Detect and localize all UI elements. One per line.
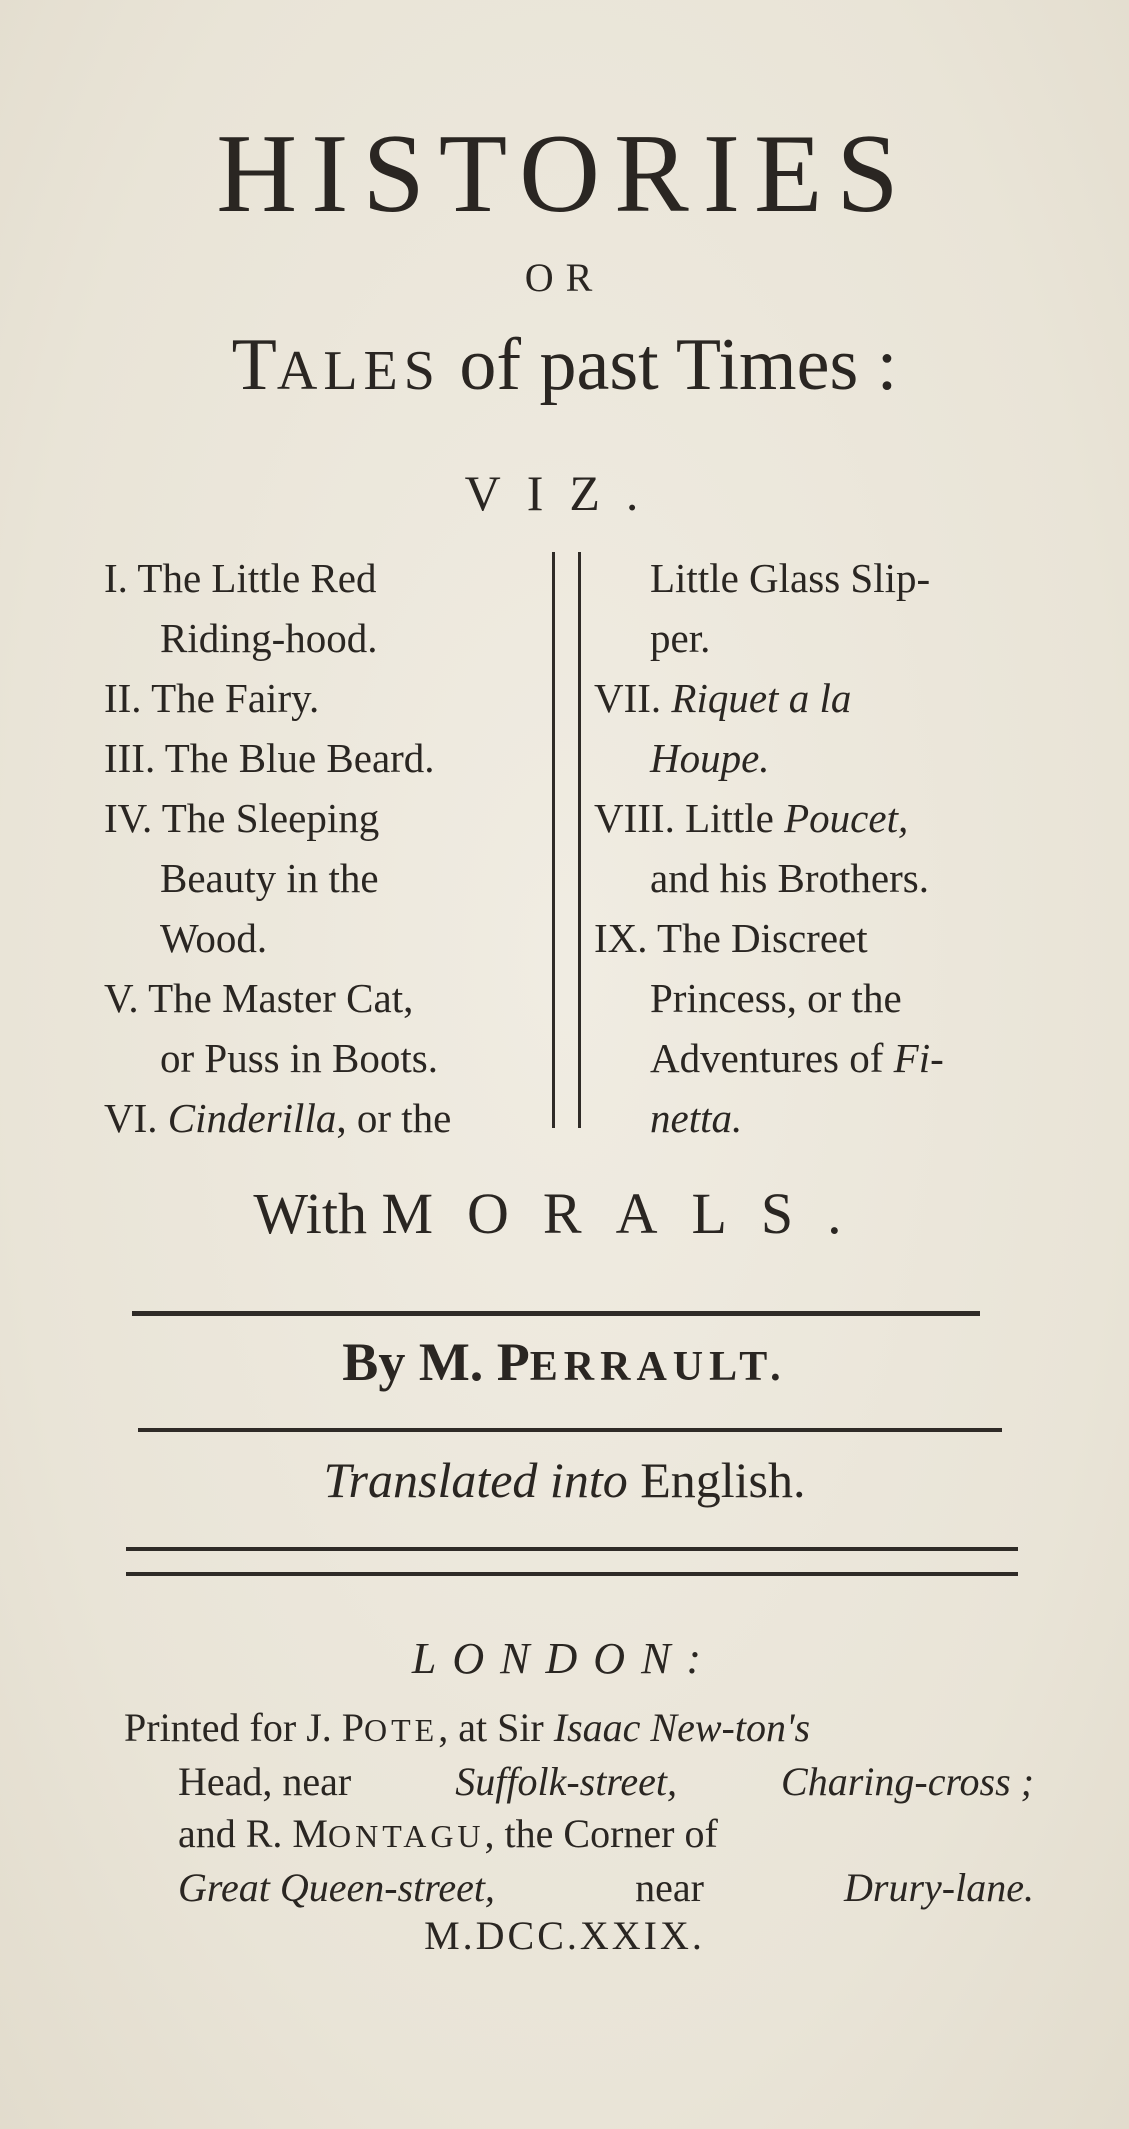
contents-line: IX. The Discreet — [594, 915, 868, 961]
imprint-italic: Drury-lane. — [844, 1865, 1034, 1910]
imprint-italic: Charing-cross ; — [781, 1759, 1034, 1804]
contents-line: or Puss in Boots. — [160, 1035, 438, 1081]
imprint-block — [124, 1702, 1034, 1914]
horizontal-rule — [132, 1311, 980, 1316]
imprint-line — [124, 1756, 1034, 1808]
contents-numeral: VI. — [104, 1095, 158, 1141]
contents-italic: Houpe. — [650, 735, 770, 781]
contents-line: Princess, or the — [650, 975, 902, 1021]
contents-line: and his Brothers. — [650, 855, 929, 901]
subtitle-smallcaps: ALES — [276, 340, 441, 402]
imprint-smallcaps: ONTAGU — [328, 1818, 485, 1854]
horizontal-rule — [126, 1572, 1018, 1576]
imprint-line — [124, 1702, 1034, 1756]
imprint-city: LONDON: — [411, 1634, 718, 1683]
contents-line — [594, 788, 1030, 848]
imprint-text: , at Sir — [438, 1705, 554, 1750]
horizontal-rule — [138, 1428, 1002, 1432]
imprint-italic: Great Queen-street, — [178, 1865, 495, 1910]
contents-line: I. The Little Red — [104, 555, 377, 601]
imprint-text: near — [635, 1865, 704, 1910]
imprint-line — [124, 1808, 1034, 1862]
imprint-line — [124, 1862, 1034, 1914]
contents-italic: netta. — [650, 1095, 743, 1141]
imprint-segment — [124, 1702, 810, 1756]
byline-name: ERRAULT. — [529, 1344, 787, 1390]
morals-with: With — [253, 1181, 382, 1246]
column-divider — [578, 552, 581, 1128]
imprint-segment — [178, 1808, 718, 1862]
imprint-smallcaps: OTE — [364, 1712, 439, 1748]
contents-line: II. The Fairy. — [104, 675, 320, 721]
subtitle-rest: of past Times : — [440, 324, 898, 406]
imprint-italic: Suffolk-street, — [455, 1759, 678, 1804]
imprint-text: Printed for J. P — [124, 1705, 364, 1750]
contents-line — [104, 1088, 540, 1148]
contents-left-column — [104, 548, 540, 1148]
column-divider — [552, 552, 555, 1128]
imprint-text: Head, near — [178, 1759, 352, 1804]
translation-italic: Translated into — [323, 1452, 628, 1508]
contents-line: Beauty in the — [160, 855, 379, 901]
contents-italic: Poucet, — [784, 795, 909, 841]
contents-line: IV. The Sleeping — [104, 795, 380, 841]
viz-heading: VIZ. — [464, 465, 665, 521]
contents-text: VIII. Little — [594, 795, 774, 841]
contents-line — [594, 668, 1030, 728]
translation-language: English. — [627, 1452, 806, 1508]
byline-prefix: By M. P — [342, 1332, 530, 1392]
subtitle-initial: T — [231, 324, 277, 406]
contents-italic: Fi- — [893, 1035, 944, 1081]
contents-italic: Cinderilla — [167, 1095, 337, 1141]
contents-numeral: VII. — [594, 675, 662, 721]
horizontal-rule — [126, 1547, 1018, 1551]
morals-word: MORALS. — [381, 1181, 876, 1246]
publication-date: M.DCC.XXIX. — [424, 1913, 705, 1958]
contents-line: Wood. — [160, 915, 268, 961]
contents-line: V. The Master Cat, — [104, 975, 414, 1021]
contents-text: Adventures of — [650, 1035, 884, 1081]
translation-note — [0, 1452, 1129, 1508]
or-connector: OR — [524, 255, 605, 300]
contents-text: , or the — [336, 1095, 452, 1141]
imprint-italic: Isaac New-ton's — [553, 1705, 811, 1750]
contents-right-column — [594, 548, 1030, 1148]
imprint-text: and R. M — [178, 1811, 328, 1856]
contents-line: III. The Blue Beard. — [104, 735, 435, 781]
morals-line — [0, 1181, 1129, 1246]
author-byline — [0, 1332, 1129, 1392]
imprint-text: , the Corner of — [484, 1811, 718, 1856]
subtitle — [0, 325, 1129, 406]
contents-line: Little Glass Slip- — [650, 555, 931, 601]
contents-italic: Riquet a la — [671, 675, 852, 721]
contents-line — [594, 1028, 1030, 1088]
main-title: HISTORIES — [216, 112, 913, 236]
contents-line: per. — [650, 615, 711, 661]
contents-line: Riding-hood. — [160, 615, 378, 661]
contents-line — [594, 1088, 1030, 1148]
contents-line — [594, 728, 1030, 788]
